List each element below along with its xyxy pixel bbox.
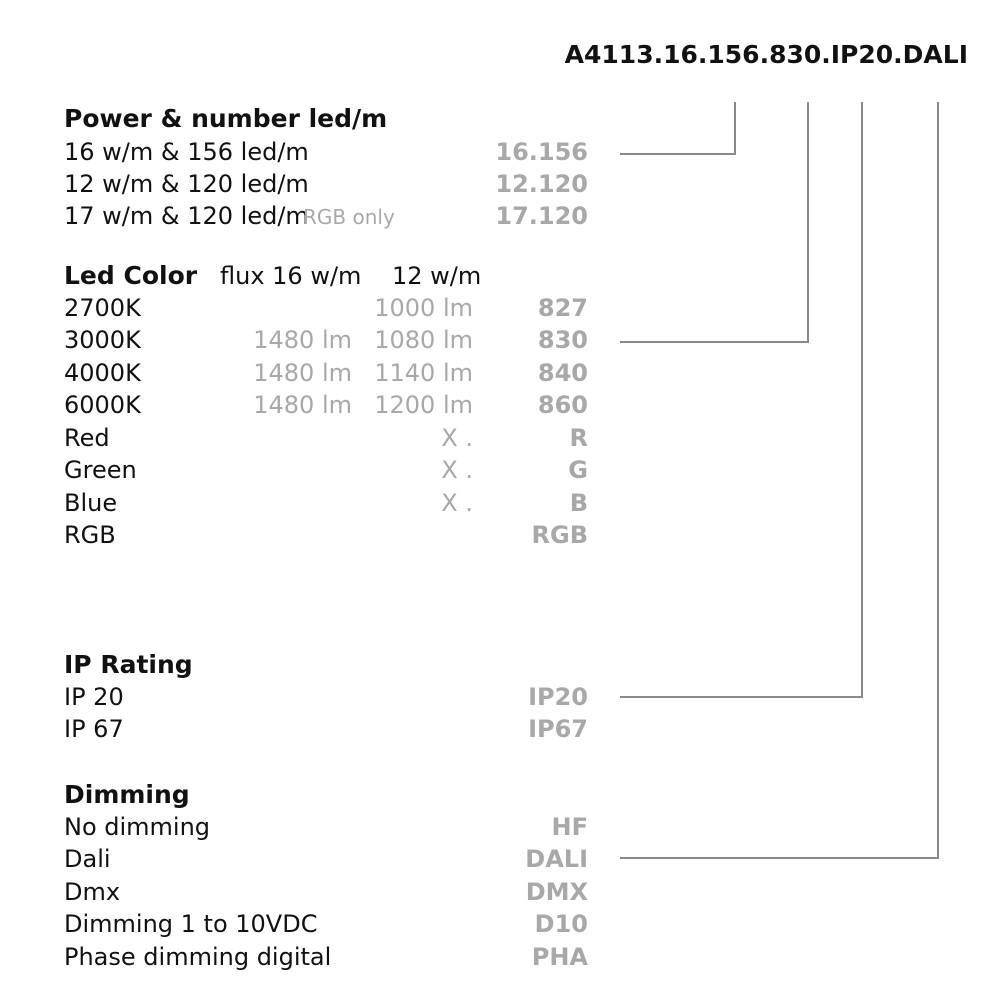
color-row-code: R: [569, 424, 588, 452]
color-row-code: 840: [537, 359, 588, 387]
power-row-label: 12 w/m & 120 led/m: [64, 170, 309, 198]
connector-power: [620, 102, 735, 154]
dimming-row-code: PHA: [531, 943, 588, 971]
color-row-code: 827: [537, 294, 588, 322]
color-row-flux16: 1480 lm: [253, 326, 352, 354]
connector-ip: [620, 102, 862, 697]
color-row-label: 2700K: [64, 294, 141, 322]
color-row-flux16: 1480 lm: [253, 359, 352, 387]
dimming-row-label: Dmx: [64, 878, 121, 906]
connector-dimming: [620, 102, 938, 858]
color-row-flux12: X .: [441, 489, 473, 517]
power-row-code: 17.120: [495, 202, 588, 230]
ip-row-code: IP20: [528, 683, 588, 711]
color-row-label: Red: [64, 424, 110, 452]
color-row-code: 830: [537, 326, 588, 354]
color-row-flux12: 1080 lm: [374, 326, 473, 354]
color-row-code: G: [568, 456, 588, 484]
color-row-label: 6000K: [64, 391, 141, 419]
product-code-title: A4113.16.156.830.IP20.DALI: [564, 40, 968, 69]
dimming-row-label: Dali: [64, 845, 111, 873]
color-row-code: 860: [537, 391, 588, 419]
color-row-flux12: X .: [441, 456, 473, 484]
color-row-flux12: X .: [441, 424, 473, 452]
color-heading: Led Color: [64, 261, 198, 290]
dimming-row-code: DALI: [525, 845, 588, 873]
color-col-flux16: flux 16 w/m: [220, 262, 362, 290]
dimming-row-label: Phase dimming digital: [64, 943, 332, 971]
dimming-row-code: D10: [534, 910, 588, 938]
ip-row-code: IP67: [528, 715, 588, 743]
connector-color: [620, 102, 808, 342]
dimming-row-code: DMX: [525, 878, 588, 906]
power-row-label: 17 w/m & 120 led/m: [64, 202, 309, 230]
power-row-code: 12.120: [495, 170, 588, 198]
color-row-label: Blue: [64, 489, 118, 517]
power-row-note: RGB only: [303, 205, 395, 229]
color-col-12: 12 w/m: [392, 262, 482, 290]
dimming-row-label: No dimming: [64, 813, 211, 841]
ip-row-label: IP 20: [64, 683, 124, 711]
color-row-flux12: 1200 lm: [374, 391, 473, 419]
color-row-code: RGB: [531, 521, 588, 549]
power-heading: Power & number led/m: [64, 104, 388, 133]
color-row-flux16: 1480 lm: [253, 391, 352, 419]
ip-row-label: IP 67: [64, 715, 124, 743]
color-row-label: RGB: [64, 521, 116, 549]
color-row-flux12: 1140 lm: [374, 359, 473, 387]
power-row-code: 16.156: [495, 138, 588, 166]
color-row-code: B: [569, 489, 588, 517]
color-row-label: 4000K: [64, 359, 141, 387]
dimming-row-code: HF: [551, 813, 588, 841]
ip-heading: IP Rating: [64, 650, 193, 679]
power-row-label: 16 w/m & 156 led/m: [64, 138, 309, 166]
dimming-heading: Dimming: [64, 780, 190, 809]
color-row-label: 3000K: [64, 326, 141, 354]
dimming-row-label: Dimming 1 to 10VDC: [64, 910, 318, 938]
color-row-flux12: 1000 lm: [374, 294, 473, 322]
color-row-label: Green: [64, 456, 137, 484]
